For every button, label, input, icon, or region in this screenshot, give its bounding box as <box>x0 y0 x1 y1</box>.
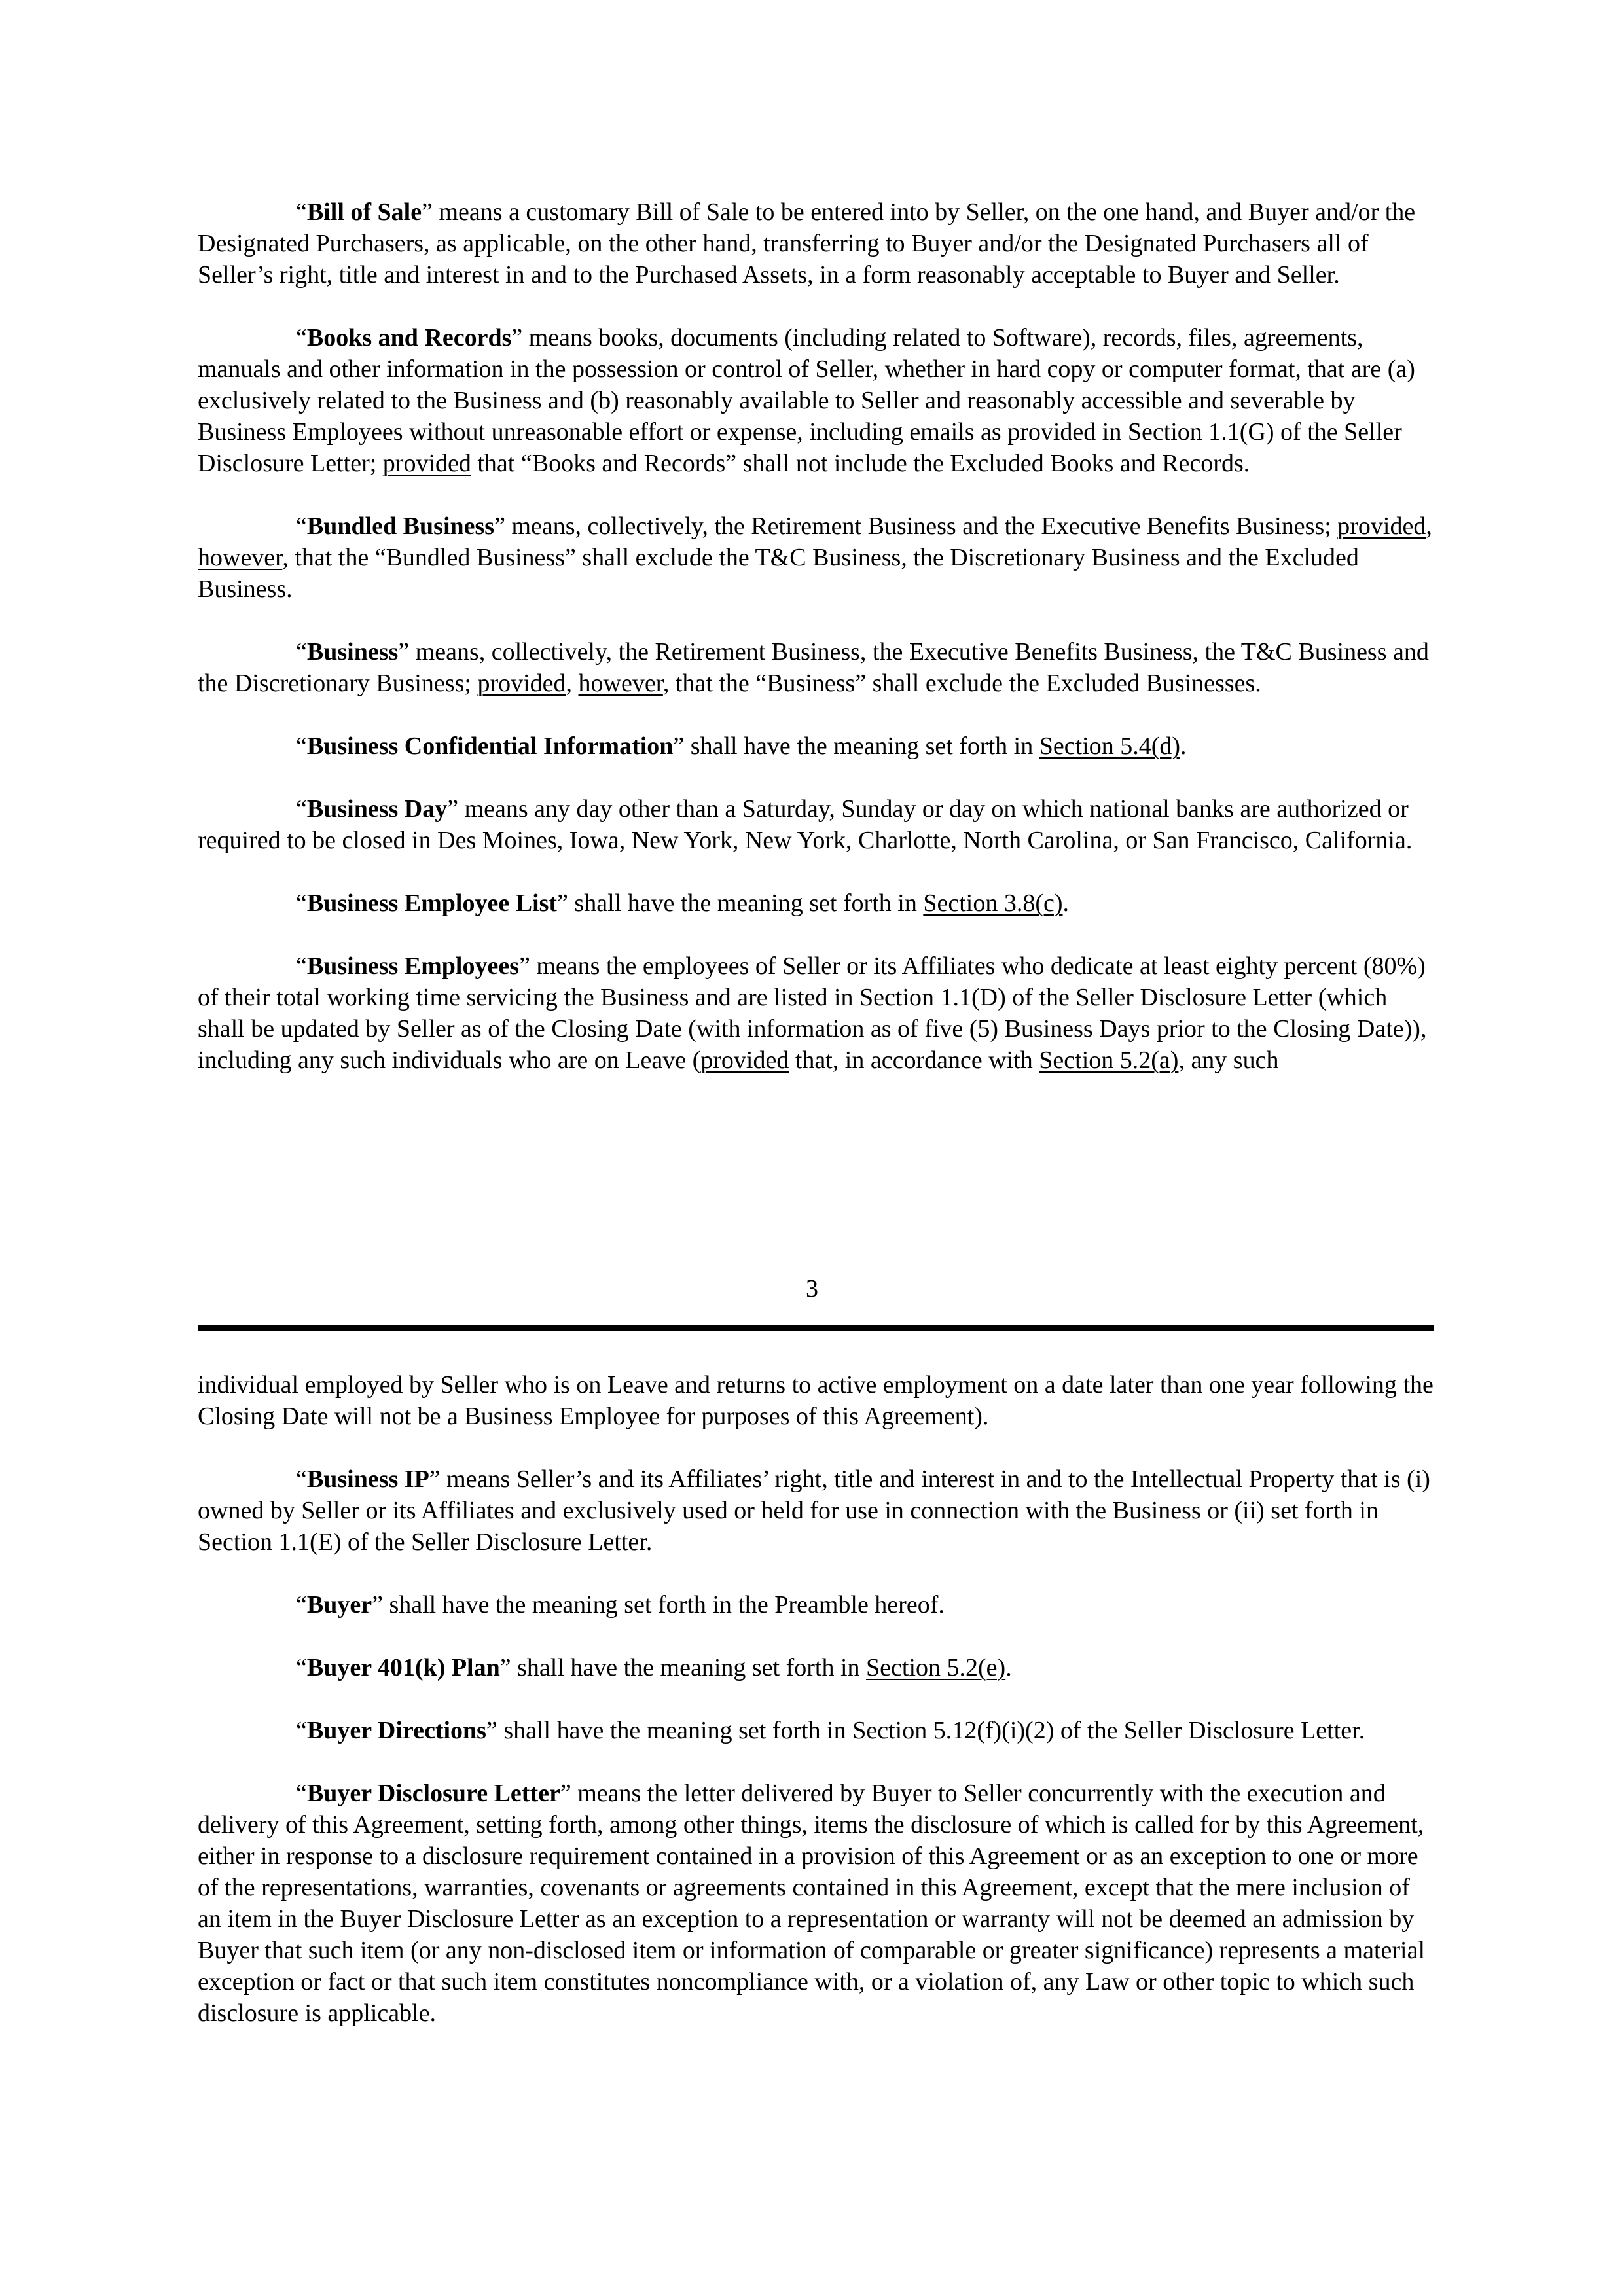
close-quote: ” <box>557 889 568 917</box>
section-reference: Section 5.2(a) <box>1039 1047 1179 1074</box>
definition-text: that “Books and Records” shall not include the Excluded Books and Records. <box>471 450 1250 477</box>
open-quote: “ <box>296 512 307 540</box>
defined-term: Business Day <box>306 795 448 823</box>
defined-term: Business Employees <box>306 952 519 980</box>
definition-text: . <box>1062 889 1069 917</box>
continuation-paragraph: individual employed by Seller who is on Leave and returns to active employment on a date later than one year following the Closing Date will not be a Business Employee for purposes of this Agreement). <box>198 1371 1434 1430</box>
close-quote: ” <box>673 732 685 760</box>
definition-buyer-disclosure-letter <box>198 1778 1434 2029</box>
underlined-word: provided <box>700 1047 789 1074</box>
definitions-section-top <box>198 196 1434 1076</box>
definition-text: means Seller’s and its Affiliates’ right, title and interest in and to the Intellectual Property that is (i) owned by Seller or its Affiliates and exclusively used or held for use in connection with the Business or (ii) set forth in Section 1.1(E) of the Seller Disclosure Letter. <box>198 1465 1430 1556</box>
definition-text: means a customary Bill of Sale to be entered into by Seller, on the one hand, and Buyer and/or the Designated Purchasers, as applicable, on the other hand, transferring to Buyer and/or the Designated Purchasers all of Seller’s right, title and interest in and to the Purchased Assets, in a form reasonably acceptable to Buyer and Seller. <box>198 198 1416 289</box>
definition-text: , any such <box>1178 1047 1279 1074</box>
definition-business-employee-list <box>198 888 1434 919</box>
definition-text: shall have the meaning set forth in Section 5.12(f)(i)(2) of the Seller Disclosure Letter. <box>497 1717 1365 1744</box>
open-quote: “ <box>296 1654 307 1681</box>
separator: , <box>566 670 579 697</box>
definition-text: shall have the meaning set forth in <box>511 1654 867 1681</box>
defined-term: Buyer 401(k) Plan <box>306 1654 500 1681</box>
definition-buyer-401k-plan <box>198 1652 1434 1683</box>
definition-bundled-business <box>198 511 1434 605</box>
underlined-word: provided <box>477 670 566 697</box>
definition-text: shall have the meaning set forth in <box>568 889 924 917</box>
defined-term: Business Employee List <box>306 889 558 917</box>
underlined-word: provided <box>382 450 471 477</box>
definition-text: means any day other than a Saturday, Sunday or day on which national banks are authorized or required to be closed in Des Moines, Iowa, New York, New York, Charlotte, North Carolina, or San Francisco, California. <box>198 795 1413 854</box>
section-reference: Section 3.8(c) <box>923 889 1063 917</box>
close-quote: ” <box>372 1591 383 1619</box>
defined-term: Buyer <box>306 1591 372 1619</box>
open-quote: “ <box>296 324 307 351</box>
underlined-word: however <box>578 670 663 697</box>
close-quote: ” <box>494 512 505 540</box>
close-quote: ” <box>447 795 459 823</box>
open-quote: “ <box>296 198 307 226</box>
defined-term: Business IP <box>306 1465 429 1493</box>
page-break-rule <box>198 1325 1434 1331</box>
definition-text: , that the “Business” shall exclude the Excluded Businesses. <box>662 670 1261 697</box>
definition-business-confidential-information <box>198 730 1434 762</box>
definition-text: . <box>1180 732 1187 760</box>
open-quote: “ <box>296 732 307 760</box>
defined-term: Books and Records <box>306 324 512 351</box>
definition-text: shall have the meaning set forth in the Preamble hereof. <box>382 1591 945 1619</box>
section-reference: Section 5.2(e) <box>866 1654 1006 1681</box>
definition-business-day <box>198 793 1434 856</box>
definition-text: means, collectively, the Retirement Business and the Executive Benefits Business; <box>505 512 1338 540</box>
open-quote: “ <box>296 795 307 823</box>
definitions-section-bottom <box>198 1369 1434 2029</box>
definition-text: , that the “Bundled Business” shall exclude the T&C Business, the Discretionary Business and the Excluded Business. <box>198 544 1359 603</box>
close-quote: ” <box>486 1717 497 1744</box>
defined-term: Business Confidential Information <box>306 732 674 760</box>
definition-bill-of-sale <box>198 196 1434 291</box>
definition-text: means books, documents (including related to Software), records, files, agreements, manuals and other information in the possession or control of Seller, whether in hard copy or computer format, that are (a) exclusively related to the Business and (b) reasonably available to Seller and reasonably accessible and severable by Business Employees without unreasonable effort or expense, including emails as provided in Section 1.1(G) of the Seller Disclosure Letter; <box>198 324 1415 477</box>
open-quote: “ <box>296 1591 307 1619</box>
close-quote: ” <box>422 198 433 226</box>
close-quote: ” <box>499 1654 511 1681</box>
definition-text: means the employees of Seller or its Affiliates who dedicate at least eighty percent (80%) of their total working time servicing the Business and are listed in Section 1.1(D) of the Seller Disclosure Letter (which shall be updated by Seller as of the Closing Date (with information as of five (5) Business Days prior to the Closing Date)), including any such individuals who are on Leave ( <box>198 952 1427 1074</box>
open-quote: “ <box>296 952 307 980</box>
defined-term: Bundled Business <box>306 512 495 540</box>
close-quote: ” <box>398 638 410 666</box>
definition-text: that, in accordance with <box>789 1047 1039 1074</box>
close-quote: ” <box>511 324 523 351</box>
close-quote: ” <box>429 1465 441 1493</box>
defined-term: Bill of Sale <box>306 198 422 226</box>
open-quote: “ <box>296 889 307 917</box>
defined-term: Buyer Directions <box>306 1717 486 1744</box>
open-quote: “ <box>296 1780 307 1807</box>
close-quote: ” <box>519 952 530 980</box>
defined-term: Business <box>306 638 399 666</box>
underlined-word: however <box>198 544 283 571</box>
definition-text: means, collectively, the Retirement Business, the Executive Benefits Business, the T&C Business and the Discretionary Business; <box>198 638 1429 697</box>
definition-books-and-records <box>198 322 1434 479</box>
definition-buyer <box>198 1589 1434 1621</box>
definition-business-employees <box>198 950 1434 1076</box>
section-reference: Section 5.4(d) <box>1039 732 1181 760</box>
definition-text: shall have the meaning set forth in <box>684 732 1039 760</box>
definition-buyer-directions <box>198 1715 1434 1746</box>
open-quote: “ <box>296 1465 307 1493</box>
definition-text: means the letter delivered by Buyer to Seller concurrently with the execution and delivery of this Agreement, setting forth, among other things, items the disclosure of which is called for by this Agreement, either in response to a disclosure requirement contained in a provision of this Agreement or as an exception to one or more of the representations, warranties, covenants or agreements contained in this Agreement, except that the mere inclusion of an item in the Buyer Disclosure Letter as an exception to a representation or warranty will not be deemed an admission by Buyer that such item (or any non-disclosed item or information of comparable or greater significance) represents a material exception or fact or that such item constitutes noncompliance with, or a violation of, any Law or other topic to which such disclosure is applicable. <box>198 1780 1426 2027</box>
open-quote: “ <box>296 638 307 666</box>
definition-text: . <box>1005 1654 1012 1681</box>
open-quote: “ <box>296 1717 307 1744</box>
underlined-word: provided <box>1337 512 1426 540</box>
page-number: 3 <box>806 1275 818 1302</box>
defined-term: Buyer Disclosure Letter <box>306 1780 560 1807</box>
separator: , <box>1426 512 1432 540</box>
close-quote: ” <box>560 1780 571 1807</box>
definition-business <box>198 636 1434 699</box>
definition-business-ip <box>198 1463 1434 1558</box>
